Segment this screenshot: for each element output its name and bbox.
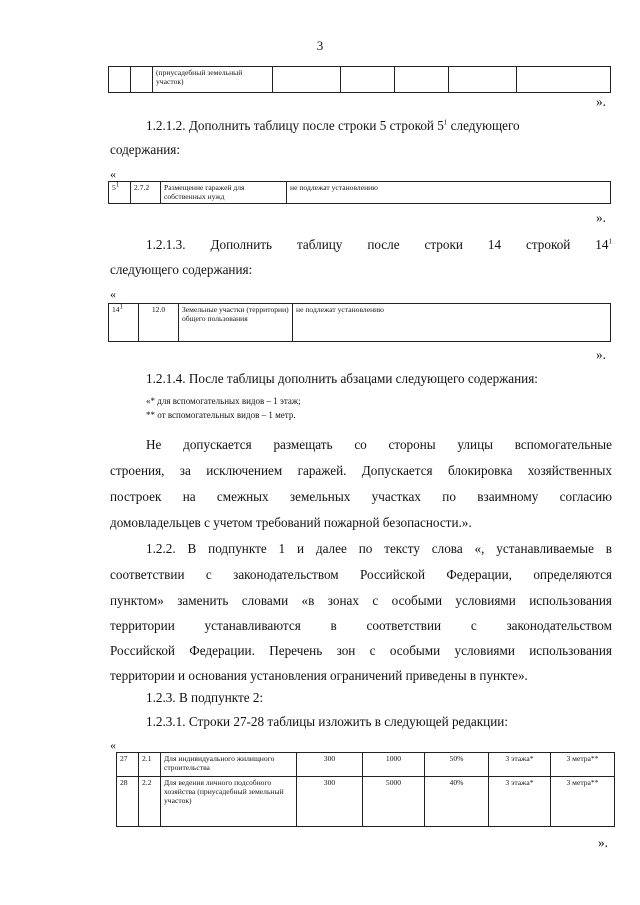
table-cell: 3 этажа* [489, 753, 551, 777]
table-cell: 300 [297, 777, 363, 827]
paragraph-line: следующего содержания: [110, 262, 253, 277]
paragraph-line: содержания: [110, 142, 181, 157]
table-cell: 12.0 [139, 304, 179, 342]
table-row-5-1 [108, 181, 611, 204]
text: строкой [526, 237, 571, 252]
text: следующего [447, 118, 520, 133]
table-row [117, 753, 615, 777]
paragraph-line: Российской Федерации. Перечень зон с особыми условиями использования [110, 643, 612, 658]
table-cell: 2.1 [139, 753, 161, 777]
paragraph-line: построек на смежных земельных участках по взаимному согласию [110, 489, 612, 504]
table-cell: 5000 [363, 777, 425, 827]
table-cell: не подлежат установлению [293, 304, 611, 342]
table-cell: Для индивидуального жилищного строительства [161, 753, 297, 777]
quote-open: « [110, 287, 116, 301]
paragraph-line: пунктом» заменить словами «в зонах с особыми условиями использования [110, 593, 612, 608]
paragraph-1-2-1-3 [146, 236, 612, 254]
table-cell: Земельные участки (территории) общего пользования [179, 304, 293, 342]
paragraph-1-2-3-1: 1.2.3.1. Строки 27-28 таблицы изложить в следующей редакции: [146, 714, 509, 729]
paragraph-line: территории и основания установления ограничений приведены в пункте». [110, 668, 528, 683]
table-cell: 27 [117, 753, 139, 777]
table-cell: 2.2 [139, 777, 161, 827]
table-cell: Размещение гаражей для собственных нужд [161, 182, 287, 204]
table-cell: 50% [425, 753, 489, 777]
table-cell: Для ведения личного подсобного хозяйства (приусадебный земельный участок) [161, 777, 297, 827]
table-row [117, 777, 615, 827]
paragraph-1-2-3: 1.2.3. В подпункте 2: [146, 690, 264, 705]
table-cell: 3 метра** [551, 753, 615, 777]
paragraph-1-2-1-4: 1.2.1.4. После таблицы дополнить абзацами следующего содержания: [146, 371, 538, 386]
quote-close: ». [596, 210, 606, 225]
quote-close: ». [596, 94, 606, 109]
table-cell [273, 67, 341, 93]
table-cell [341, 67, 395, 93]
note-line: ** от вспомогательных видов – 1 метр. [146, 410, 296, 420]
table-cell [395, 67, 449, 93]
table-rows-27-28 [116, 752, 615, 827]
table-cell: 3 этажа* [489, 777, 551, 827]
table-cell [517, 67, 611, 93]
paragraph-line: 1.2.2. В подпункте 1 и далее по тексту слова «, устанавливаемые в [146, 541, 612, 556]
table-continuation [108, 66, 611, 93]
table-row-14-1 [108, 303, 611, 342]
text: 14 [487, 237, 502, 252]
table-cell [131, 67, 153, 93]
paragraph-line: соответствии с законодательством Российской Федерации, определяются [110, 567, 612, 582]
table-cell: 40% [425, 777, 489, 827]
paragraph-line: домовладельцев с учетом требований пожарной безопасности.». [110, 515, 472, 530]
paragraph-line: Не допускается размещать со стороны улицы вспомогательные [146, 437, 612, 452]
text: Дополнить [210, 237, 273, 252]
table-cell: (приусадебный земельный участок) [153, 67, 273, 93]
table-cell: 3 метра** [551, 777, 615, 827]
table-cell: 300 [297, 753, 363, 777]
paragraph-line: строения, за исключением гаражей. Допускается блокировка хозяйственных [110, 463, 612, 478]
text: после [367, 237, 400, 252]
table-cell: $14^1$ [109, 304, 139, 342]
table-cell: 2.7.2 [131, 182, 161, 204]
table-cell: $5^1$ [109, 182, 131, 204]
text: 1.2.1.2. Дополнить таблицу после строки 5 строкой 5 [146, 118, 444, 133]
text: строки [424, 237, 463, 252]
superscript: 1 [443, 118, 448, 127]
quote-open: « [110, 738, 116, 752]
paragraph-1-2-1-2 [146, 117, 612, 135]
paragraph-line: территории устанавливаются в соответствии с законодательством [110, 618, 612, 633]
page-number: 3 [316, 38, 324, 53]
table-cell: не подлежат установлению [287, 182, 611, 204]
quote-close: ». [598, 835, 608, 850]
table-cell: 1000 [363, 753, 425, 777]
table-cell [109, 67, 131, 93]
text: $14^1$ [595, 237, 612, 252]
quote-close: ». [596, 347, 606, 362]
table-cell [449, 67, 517, 93]
text: 1.2.1.3. [146, 237, 186, 252]
quote-open: « [110, 167, 116, 181]
table-cell: 28 [117, 777, 139, 827]
text: таблицу [296, 237, 343, 252]
note-line: «* для вспомогательных видов – 1 этаж; [146, 396, 301, 406]
